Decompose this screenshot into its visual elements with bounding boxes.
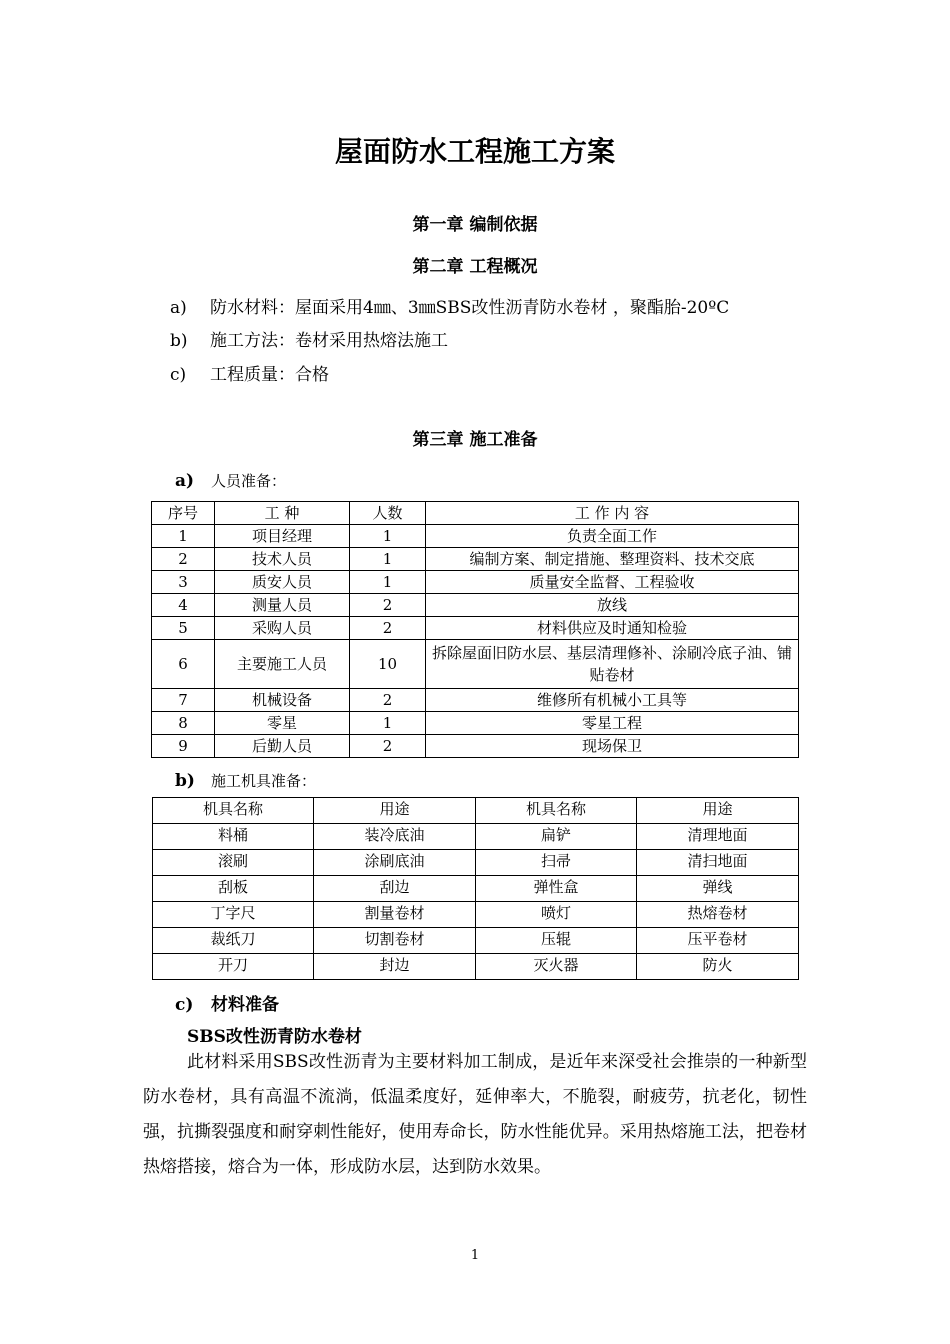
table-cell: 切割卷材	[314, 928, 476, 954]
personnel-label	[175, 470, 286, 491]
table-cell: 1	[350, 525, 426, 548]
chapter-1-heading: 第一章 编制依据	[412, 215, 538, 235]
overview-item	[170, 360, 329, 385]
table-cell: 压辊	[476, 928, 637, 954]
section-label: 施工机具准备：	[211, 772, 317, 790]
table-cell: 现场保卫	[426, 735, 799, 758]
table-cell: 2	[350, 735, 426, 758]
materials-heading	[175, 990, 279, 1015]
table-cell: 清理地面	[637, 824, 799, 850]
table-cell: 1	[152, 525, 215, 548]
section-marker: b)	[175, 771, 195, 791]
table-cell: 弹线	[637, 876, 799, 902]
overview-item	[170, 326, 448, 351]
table-cell: 清扫地面	[637, 850, 799, 876]
section-marker: c)	[175, 995, 194, 1015]
table-row	[153, 954, 799, 980]
item-marker: c)	[170, 365, 187, 385]
materials-subheading: SBS改性沥青防水卷材	[187, 1027, 362, 1047]
table-cell: 封边	[314, 954, 476, 980]
table-cell: 放线	[426, 594, 799, 617]
table-header-row	[153, 798, 799, 824]
table-cell: 涂刷底油	[314, 850, 476, 876]
table-row	[153, 928, 799, 954]
table-cell: 测量人员	[215, 594, 350, 617]
table-cell: 装冷底油	[314, 824, 476, 850]
tools-table	[152, 797, 799, 980]
table-cell: 负责全面工作	[426, 525, 799, 548]
table-row	[152, 525, 799, 548]
header-cell: 用途	[314, 798, 476, 824]
table-header-row	[152, 502, 799, 525]
table-cell: 零星工程	[426, 712, 799, 735]
table-cell: 拆除屋面旧防水层、基层清理修补、涂刷冷底子油、铺贴卷材	[426, 640, 799, 689]
header-cell: 工 种	[215, 502, 350, 525]
table-cell: 2	[350, 689, 426, 712]
table-cell: 技术人员	[215, 548, 350, 571]
table-cell: 维修所有机械小工具等	[426, 689, 799, 712]
item-marker: b)	[170, 331, 188, 351]
chapter-2-heading: 第二章 工程概况	[412, 257, 538, 277]
table-cell: 刮边	[314, 876, 476, 902]
header-cell: 人数	[350, 502, 426, 525]
table-cell: 1	[350, 548, 426, 571]
table-cell: 项目经理	[215, 525, 350, 548]
table-cell: 割量卷材	[314, 902, 476, 928]
table-row	[153, 824, 799, 850]
table-cell: 丁字尺	[153, 902, 314, 928]
table-cell: 后勤人员	[215, 735, 350, 758]
table-cell: 质安人员	[215, 571, 350, 594]
table-cell: 1	[350, 571, 426, 594]
table-cell: 质量安全监督、工程验收	[426, 571, 799, 594]
header-cell: 用途	[637, 798, 799, 824]
table-cell: 材料供应及时通知检验	[426, 617, 799, 640]
table-row	[152, 689, 799, 712]
table-cell: 防火	[637, 954, 799, 980]
table-row	[152, 735, 799, 758]
table-cell: 刮板	[153, 876, 314, 902]
table-cell: 4	[152, 594, 215, 617]
section-label: 人员准备：	[211, 472, 287, 490]
table-cell: 弹性盒	[476, 876, 637, 902]
table-cell: 采购人员	[215, 617, 350, 640]
table-row	[152, 617, 799, 640]
table-cell: 裁纸刀	[153, 928, 314, 954]
tools-label	[175, 770, 316, 791]
table-cell: 灭火器	[476, 954, 637, 980]
table-cell: 压平卷材	[637, 928, 799, 954]
section-label: 材料准备	[211, 995, 279, 1015]
header-cell: 序号	[152, 502, 215, 525]
table-cell: 开刀	[153, 954, 314, 980]
table-cell: 扁铲	[476, 824, 637, 850]
table-cell: 主要施工人员	[215, 640, 350, 689]
header-cell: 工 作 内 容	[426, 502, 799, 525]
table-cell: 1	[350, 712, 426, 735]
table-cell: 编制方案、制定措施、整理资料、技术交底	[426, 548, 799, 571]
table-cell: 10	[350, 640, 426, 689]
table-cell: 热熔卷材	[637, 902, 799, 928]
header-cell: 机具名称	[476, 798, 637, 824]
table-cell: 8	[152, 712, 215, 735]
table-row	[152, 571, 799, 594]
item-text: 施工方法：卷材采用热熔法施工	[210, 331, 448, 351]
table-cell: 机械设备	[215, 689, 350, 712]
table-cell: 喷灯	[476, 902, 637, 928]
chapter-3-heading: 第三章 施工准备	[412, 430, 538, 450]
table-row	[152, 712, 799, 735]
overview-item	[170, 293, 729, 318]
table-row	[153, 850, 799, 876]
page-number: 1	[470, 1248, 480, 1263]
document-title: 屋面防水工程施工方案	[334, 135, 615, 168]
table-cell: 2	[152, 548, 215, 571]
table-cell: 2	[350, 594, 426, 617]
table-row	[152, 548, 799, 571]
table-cell: 7	[152, 689, 215, 712]
table-row	[153, 902, 799, 928]
table-row	[152, 640, 799, 689]
table-row	[152, 594, 799, 617]
table-cell: 9	[152, 735, 215, 758]
table-cell: 零星	[215, 712, 350, 735]
header-cell: 机具名称	[153, 798, 314, 824]
table-cell: 滚刷	[153, 850, 314, 876]
item-marker: a)	[170, 298, 187, 318]
personnel-table	[151, 501, 799, 758]
table-row	[153, 876, 799, 902]
section-marker: a)	[175, 471, 195, 491]
table-cell: 料桶	[153, 824, 314, 850]
table-cell: 扫帚	[476, 850, 637, 876]
item-text: 防水材料：屋面采用4㎜、3㎜SBS改性沥青防水卷材 ，聚酯胎-20ºC	[210, 298, 730, 318]
table-cell: 5	[152, 617, 215, 640]
table-cell: 2	[350, 617, 426, 640]
table-cell: 6	[152, 640, 215, 689]
materials-paragraph: 此材料采用SBS改性沥青为主要材料加工制成，是近年来深受社会推崇的一种新型防水卷材，具有高温不流淌，低温柔度好，延伸率大，不脆裂，耐疲劳，抗老化，韧性强，抗撕裂强度和耐穿刺性能好，使用寿命长，防水性能优异。采用热熔施工法，把卷材热熔搭接，熔合为一体，形成防水层，达到防水效果。	[143, 1052, 807, 1177]
table-cell: 3	[152, 571, 215, 594]
item-text: 工程质量：合格	[210, 365, 329, 385]
